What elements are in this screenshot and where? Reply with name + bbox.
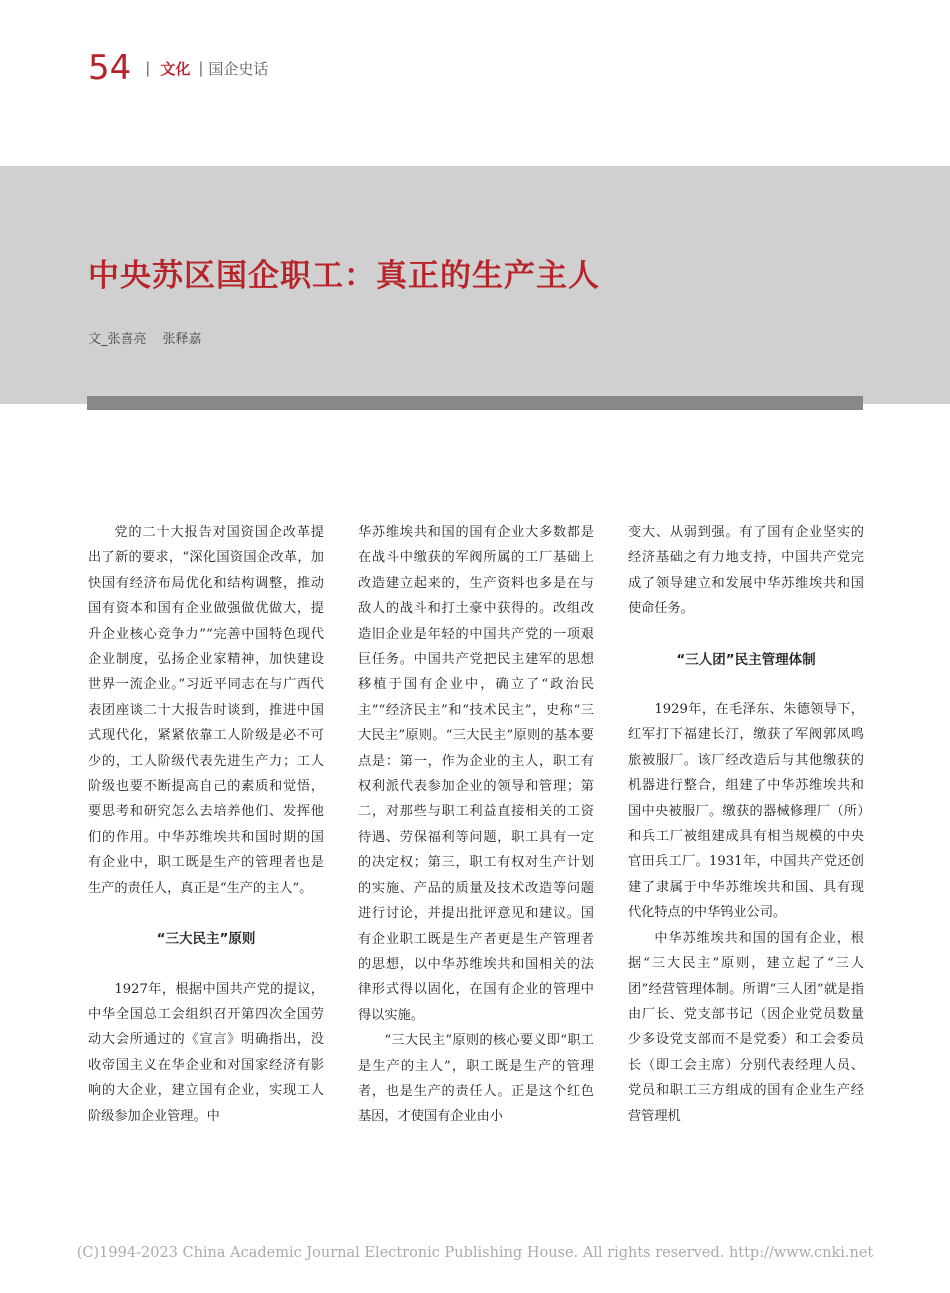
paragraph: 党的二十大报告对国资国企改革提出了新的要求，“深化国资国企改革，加快国有经济布局优化和结构调整，推动国有资本和国有企业做强做优做大，提升企业核心竞争力”“完善中国特色现代企业制度，弘扬企业家精神，加快建设世界一流企业。”习近平同志在与广西代表团座谈二十大报告时谈到，推进中国式现代化，紧紧依靠工人阶级是必不可少的，工人阶级代表先进生产力；工人阶级也要不断提高自己的素质和觉悟，要思考和研究怎么去培养他们、发挥他们的作用。中华苏维埃共和国时期的国有企业中，职工既是生产的管理者也是生产的责任人，真正是“生产的主人”。 [88,525,324,896]
author-secondary: 张释嘉 [162,332,202,347]
paragraph: 1929年，在毛泽东、朱德领导下，红军打下福建长汀，缴获了军阀郭凤鸣旅被服厂。该厂经改造后与其他缴获的机器进行整合，组建了中华苏维埃共和国中央被服厂。缴获的器械修理厂（所）和兵工厂被组建成具有相当规模的中央官田兵工厂。1931年，中国共产党还创建了隶属于中华苏维埃共和国、具有现代化特点的中华钨业公司。 [628,702,864,921]
header-separator-2: | [198,59,204,77]
article-title: 中央苏区国企职工：真正的生产主人 [88,258,600,294]
paragraph: “三大民主”原则的核心要义即“职工是生产的主人”，职工既是生产的管理者，也是生产的责任人。正是这个红色基因，才使国有企业由小 [358,1033,594,1125]
header-separator: | [145,59,151,77]
paragraph: 中华苏维埃共和国的国有企业，根据“三大民主”原则，建立起了“三人团”经营管理体制。所谓“三人团”就是指由厂长、党支部书记（因企业党员数量少多设党支部而不是党委）和工会委员长（即工会主席）分别代表经理人员、党员和职工三方组成的国有企业生产经营管理机 [628,930,864,1124]
subheading: “三人团”民主管理体制 [676,651,816,668]
text-column-2 [358,520,594,1130]
byline [88,328,202,347]
paragraph: 1927年，根据中国共产党的提议，中华全国总工会组织召开第四次全国劳动大会所通过的《宣言》明确指出，没收帝国主义在华企业和对国家经济有影响的大企业，建立国有企业，实现工人阶级参加企业管理。中 [88,981,324,1124]
author-primary: 文_张喜亮 [88,332,147,347]
text-column-3 [628,520,864,1129]
paragraph: 华苏维埃共和国的国有企业大多数都是在战斗中缴获的军阀所属的工厂基础上改造建立起来的，生产资料也多是在与敌人的战斗和打土豪中获得的。改组改造旧企业是年轻的中国共产党的一项艰巨任务。中国共产党把民主建军的思想移植于国有企业中，确立了“政治民主”“经济民主”和“技术民主”，史称“三大民主”原则。“三大民主”原则的基本要点是：第一，作为企业的主人，职工有权利派代表参加企业的领导和管理；第二，对那些与职工利益直接相关的工资待遇、劳保福利等问题，职工具有一定的决定权；第三，职工有权对生产计划的实施、产品的质量及技术改造等问题进行讨论，并提出批评意见和建议。国有企业职工既是生产者更是生产管理者的思想，以中华苏维埃共和国相关的法律形式得以固化，在国有企业的管理中得以实施。 [358,525,594,1023]
text-column-1 [88,520,324,1129]
subheading: “三大民主”原则 [156,931,256,948]
divider-bar [87,396,863,410]
page-header [88,46,268,90]
paragraph: 变大、从弱到强。有了国有企业坚实的经济基础之有力地支持，中国共产党完成了领导建立和发展中华苏维埃共和国使命任务。 [628,525,864,617]
page-number: 54 [88,48,132,88]
subsection-label: 国企史话 [208,59,269,78]
copyright-footer: (C)1994-2023 China Academic Journal Electronic Publishing House. All rights reserved. http://www.cnki.net [76,1245,874,1261]
section-label: 文化 [160,59,191,78]
